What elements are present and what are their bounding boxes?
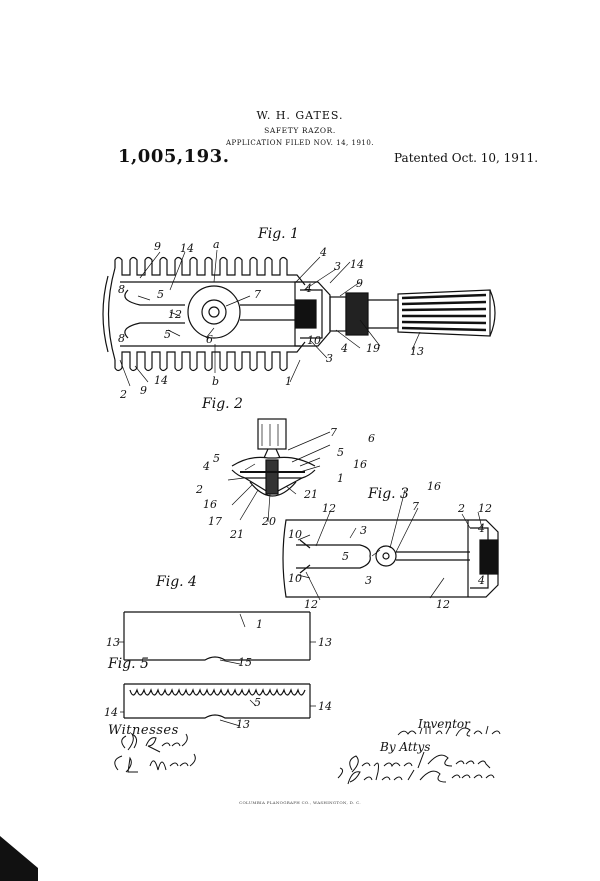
fig1-ref-12-c: 9 bbox=[140, 384, 147, 397]
fig3-label: Fig. 3 bbox=[368, 486, 409, 502]
fig4-ref-13-b: 13 bbox=[318, 636, 332, 649]
fig1-ref-14: 14 bbox=[180, 242, 194, 255]
fig1-ref-13: 13 bbox=[410, 345, 424, 358]
fig1-ref-6: 6 bbox=[206, 333, 213, 346]
fig1-ref-12-b: 9 bbox=[356, 277, 363, 290]
witness-signatures bbox=[115, 734, 196, 772]
fig3-ref-7: 7 bbox=[412, 500, 419, 513]
fig2-ref-2: 2 bbox=[196, 483, 203, 496]
fig4-ref-1: 1 bbox=[256, 618, 263, 631]
fig1-ref-7: 7 bbox=[254, 288, 261, 301]
fig2-ref-5: 5 bbox=[337, 446, 344, 459]
fig3-side-view bbox=[283, 520, 498, 597]
fig1-ref-2: 2 bbox=[120, 388, 127, 401]
fig1-ref-8: 12 bbox=[168, 308, 182, 321]
fig3-ref-3-b: 3 bbox=[365, 574, 372, 587]
fig5-ref-13: 13 bbox=[236, 718, 250, 731]
fig2-ref-20: 20 bbox=[262, 515, 276, 528]
fig1-ref-19: 19 bbox=[366, 342, 380, 355]
patented-date: Patented Oct. 10, 1911. bbox=[394, 151, 539, 165]
fig1-ref-4: 4 bbox=[320, 246, 327, 259]
fig1-ref-5: 5 bbox=[157, 288, 164, 301]
fig3-ref-4-b: 4 bbox=[478, 574, 485, 587]
fig3-ref-16: 16 bbox=[427, 480, 441, 493]
fig3-ref-2: 2 bbox=[458, 502, 465, 515]
fig2-ref-1: 1 bbox=[337, 472, 344, 485]
fig2-ref-16-b: 16 bbox=[203, 498, 217, 511]
fig3-ref-3: 3 bbox=[360, 524, 367, 537]
fig4-blade bbox=[124, 612, 310, 660]
fig2-ref-16: 16 bbox=[353, 458, 367, 471]
fig1-ref-4-b: 4 bbox=[305, 282, 312, 295]
fig1-ref-10-b: 8 bbox=[118, 332, 125, 345]
fig3-ref-12: 12 bbox=[322, 502, 336, 515]
fig2-ref-5-b: 5 bbox=[213, 452, 220, 465]
fig2-ref-17: 17 bbox=[208, 515, 222, 528]
fig1-ref-1: 1 bbox=[285, 375, 292, 388]
fig3-ref-12-c: 12 bbox=[304, 598, 318, 611]
fig1-ref-3: 3 bbox=[334, 260, 341, 273]
inventor-label: Inventor bbox=[418, 717, 470, 731]
fig5-ref-14-b: 14 bbox=[318, 700, 332, 713]
fig4-ref-13: 13 bbox=[106, 636, 120, 649]
fig2-ref-21: 21 bbox=[230, 528, 244, 541]
fig2-ref-6: 6 bbox=[368, 432, 375, 445]
fig1-ref-14-b: 14 bbox=[350, 258, 364, 271]
attorneys-label: By Attys bbox=[380, 740, 431, 754]
fig5-comb-blade bbox=[124, 684, 310, 718]
fig5-ref-14: 14 bbox=[104, 706, 118, 719]
fig3-ref-12-b: 12 bbox=[478, 502, 492, 515]
fig3-ref-4: 4 bbox=[478, 522, 485, 535]
fig2-label: Fig. 2 bbox=[202, 396, 243, 412]
scan-corner-mark bbox=[0, 836, 38, 881]
fig1-ref-10: 8 bbox=[118, 283, 125, 296]
fig3-ref-10: 10 bbox=[288, 528, 302, 541]
fig1-label: Fig. 1 bbox=[258, 226, 299, 242]
fig4-ref-15: 15 bbox=[238, 656, 252, 669]
fig1-ref-12: 9 bbox=[154, 240, 161, 253]
attorney-signatures bbox=[338, 752, 494, 784]
fig2-ref-21-b: 21 bbox=[304, 488, 318, 501]
printer-credit: COLUMBIA PLANOGRAPH CO., WASHINGTON, D. C. bbox=[239, 800, 361, 805]
witnesses-label: Witnesses bbox=[108, 723, 179, 738]
invention-title: SAFETY RAZOR. bbox=[264, 126, 336, 135]
fig5-ref-5: 5 bbox=[254, 696, 261, 709]
fig1-razor-top-view bbox=[103, 258, 495, 371]
fig2-ref-4: 4 bbox=[203, 460, 210, 473]
fig1-ref-9: 10 bbox=[307, 334, 321, 347]
fig1-ref-b: b bbox=[212, 375, 220, 388]
inventor-name-heading: W. H. GATES. bbox=[256, 109, 344, 122]
fig1-ref-14-c: 14 bbox=[154, 374, 168, 387]
fig3-ref-12-d: 12 bbox=[436, 598, 450, 611]
fig4-label: Fig. 4 bbox=[156, 574, 197, 590]
fig2-ref-7: 7 bbox=[330, 426, 337, 439]
fig5-label: Fig. 5 bbox=[108, 656, 149, 672]
fig1-ref-a: a bbox=[213, 238, 220, 251]
fig3-ref-10-b: 10 bbox=[288, 572, 302, 585]
fig1-ref-3-b: 3 bbox=[326, 352, 333, 365]
application-filed-date: APPLICATION FILED NOV. 14, 1910. bbox=[225, 139, 375, 147]
patent-number: 1,005,193. bbox=[118, 146, 230, 167]
fig1-ref-4-c: 4 bbox=[341, 342, 348, 355]
fig3-ref-5: 5 bbox=[342, 550, 349, 563]
fig1-ref-5-b: 5 bbox=[164, 328, 171, 341]
